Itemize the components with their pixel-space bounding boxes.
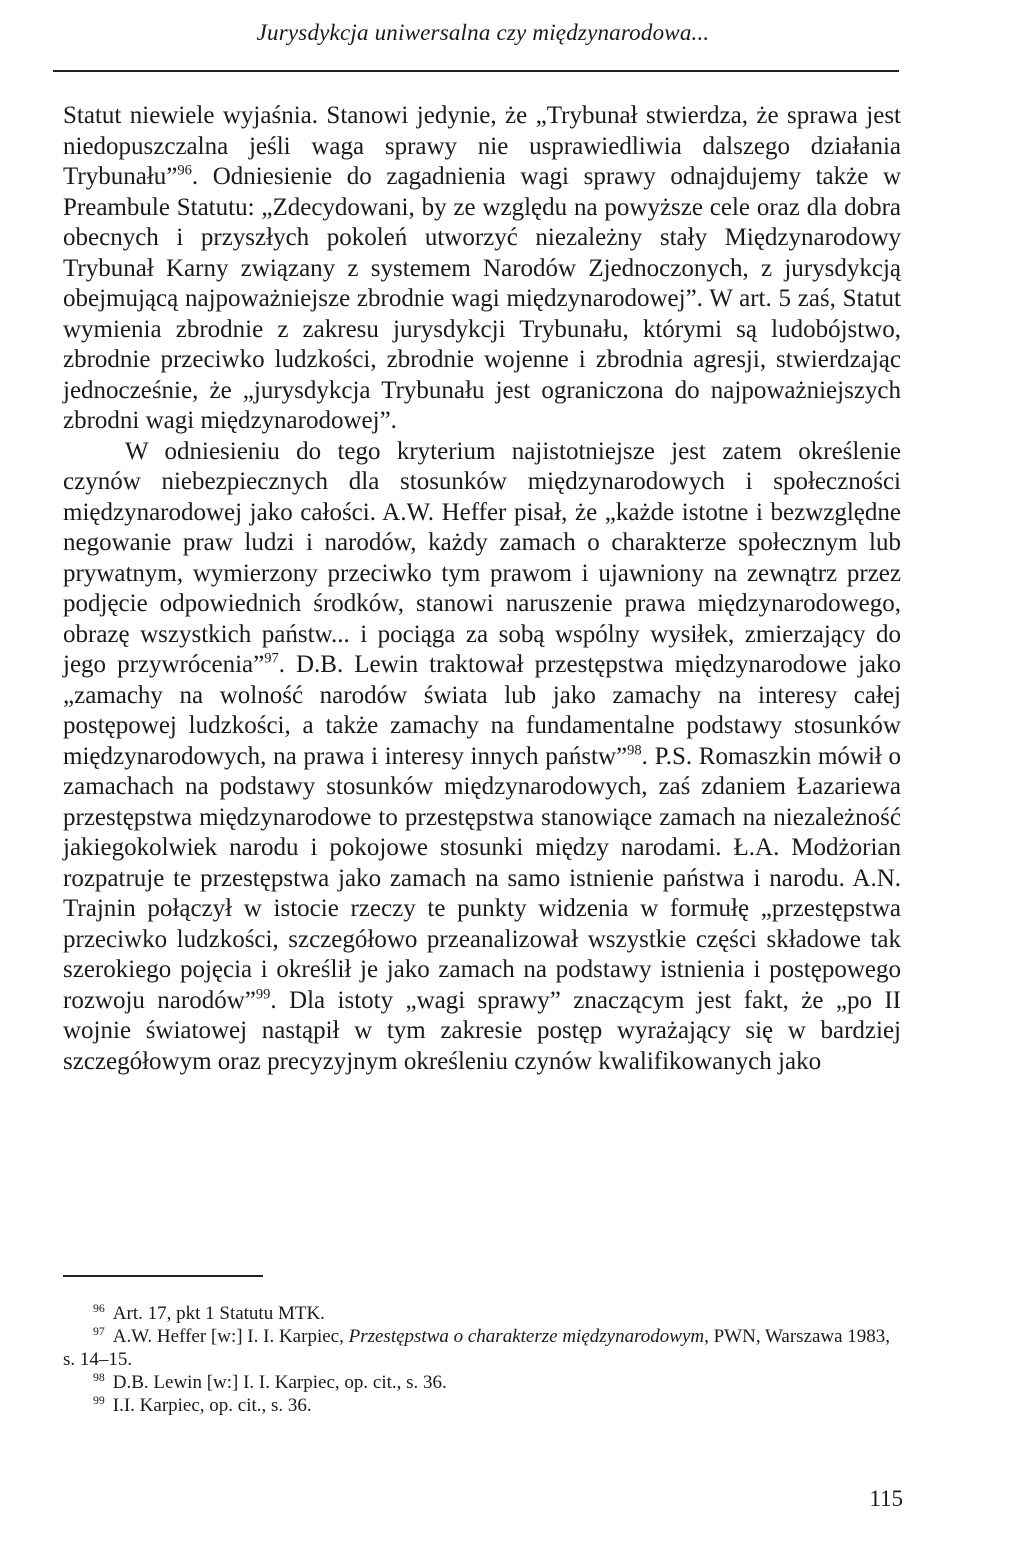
footnote-ref-97[interactable]: 97: [264, 650, 279, 667]
footnote-text: Art. 17, pkt 1 Statutu MTK.: [112, 1303, 325, 1324]
footnote-99: [63, 1394, 901, 1417]
paragraph-1-text-a: Statut niewiele wyjaśnia. Stanowi jedynie, że „Trybunał stwierdza, że sprawa jest niedopuszczalna jeśli waga sprawy nie usprawiedliwia dalszego działania Trybunału”: [63, 102, 901, 190]
footnote-book-title: Przestępstwa o charakterze międzynarodowym: [348, 1326, 705, 1347]
footnote-number: 98: [93, 1370, 105, 1384]
footnote-number: 96: [93, 1301, 105, 1315]
header-rule: [53, 70, 899, 72]
footnote-ref-99[interactable]: 99: [255, 986, 271, 1003]
paragraph-2: [63, 437, 901, 1078]
footnote-number: 97: [93, 1324, 105, 1338]
footnote-text: D.B. Lewin [w:] I. I. Karpiec, op. cit., s. 36.: [112, 1372, 447, 1393]
paragraph-2-text-b: . D.B. Lewin traktował przestępstwa międzynarodowe jako „zamachy na wolność narodów świata lub jako zamachy na interesy całej postępowej ludzkości, a także zamachy na fundamentalne podstawy stosunków międzynarodowych, na prawa i interesy innych państw”: [63, 651, 901, 770]
footnote-ref-96[interactable]: 96: [177, 162, 192, 179]
paragraph-2-text-d: . Dla istoty „wagi sprawy” znaczącym jest fakt, że „po II wojnie światowej nastąpił w tym zakresie postęp wyrażający się w bardziej szczegółowym oraz precyzyjnym określeniu czynów kwalifikowanych jako: [63, 986, 901, 1075]
paragraph-1-text-b: . Odniesienie do zagadnienia wagi sprawy odnajdujemy także w Preambule Statutu: „Zdecydowani, by ze względu na powyższe cele oraz dla dobra obecnych i przyszłych pokoleń utworzyć niezależny stały Międzynarodowy Trybunał Karny związany z systemem Narodów Zjednoczonych, z jurysdykcją obejmującą najpoważniejsze zbrodnie wagi międzynarodowej”. W art. 5 zaś, Statut wymienia zbrodnie z zakresu jurysdykcji Trybunału, którymi są ludobójstwo, zbrodnie przeciwko ludzkości, zbrodnie wojenne i zbrodnia agresji, stwierdzając jednocześnie, że „jurysdykcja Trybunału jest ograniczona do najpoważniejszych zbrodni wagi międzynarodowej”.: [63, 163, 901, 434]
paragraph-1: [63, 101, 901, 437]
footnote-text: , PWN, Warszawa 1983, s. 14–15.: [63, 1326, 891, 1370]
paragraph-2-text-a: W odniesieniu do tego kryterium najistotniejsze jest zatem określenie czynów niebezpiecznych dla stosunków międzynarodowych i społeczności międzynarodowej jako całości. A.W. Heffer pisał, że „każde istotne i bezwzględne negowanie praw ludzi i narodów, każdy zamach o charakterze społecznym lub prywatnym, wymierzony przeciwko tym prawom i ujawniony na zewnątrz przez podjęcie odpowiednich środków, stanowi naruszenie prawa międzynarodowego, obrazę wszystkich państw... i pociąga za sobą wspólny wysiłek, zmierzający do jego przywrócenia”: [63, 437, 901, 678]
page-number: 115: [869, 1486, 903, 1511]
book-page: [63, 0, 903, 1546]
footnote-96: [63, 1302, 901, 1325]
footnote-text: I.I. Karpiec, op. cit., s. 36.: [112, 1395, 312, 1416]
footnotes: [63, 1302, 901, 1417]
paragraph-2-text-c: . P.S. Romaszkin mówił o zamachach na podstawy stosunków międzynarodowych, zaś zdaniem Łazariewa przestępstwa międzynarodowe to przestępstwa stanowiące zamach na niezależność jakiegokolwiek narodu i pokojowe stosunki między narodami. Ł.A. Modżorian rozpatruje te przestępstwa jako zamach na samo istnienie państwa i narodu. A.N. Trajnin połączył w istocie rzeczy te punkty widzenia w formułę „przestępstwa przeciwko ludzkości, szczegółowo przeanalizował wszystkie części składowe tak szerokiego pojęcia i określił je jako zamach na podstawy istnienia i postępowego rozwoju narodów”: [63, 742, 902, 1014]
footnote-number: 99: [93, 1393, 105, 1407]
running-header: Jurysdykcja uniwersalna czy międzynarodowa...: [256, 20, 710, 45]
footnote-98: [63, 1371, 901, 1394]
footnote-text: A.W. Heffer [w:] I. I. Karpiec,: [112, 1326, 349, 1347]
footnote-ref-98[interactable]: 98: [627, 742, 642, 759]
footnote-rule: [63, 1275, 263, 1277]
body-text: [63, 101, 901, 1077]
footnote-97: [63, 1325, 901, 1371]
